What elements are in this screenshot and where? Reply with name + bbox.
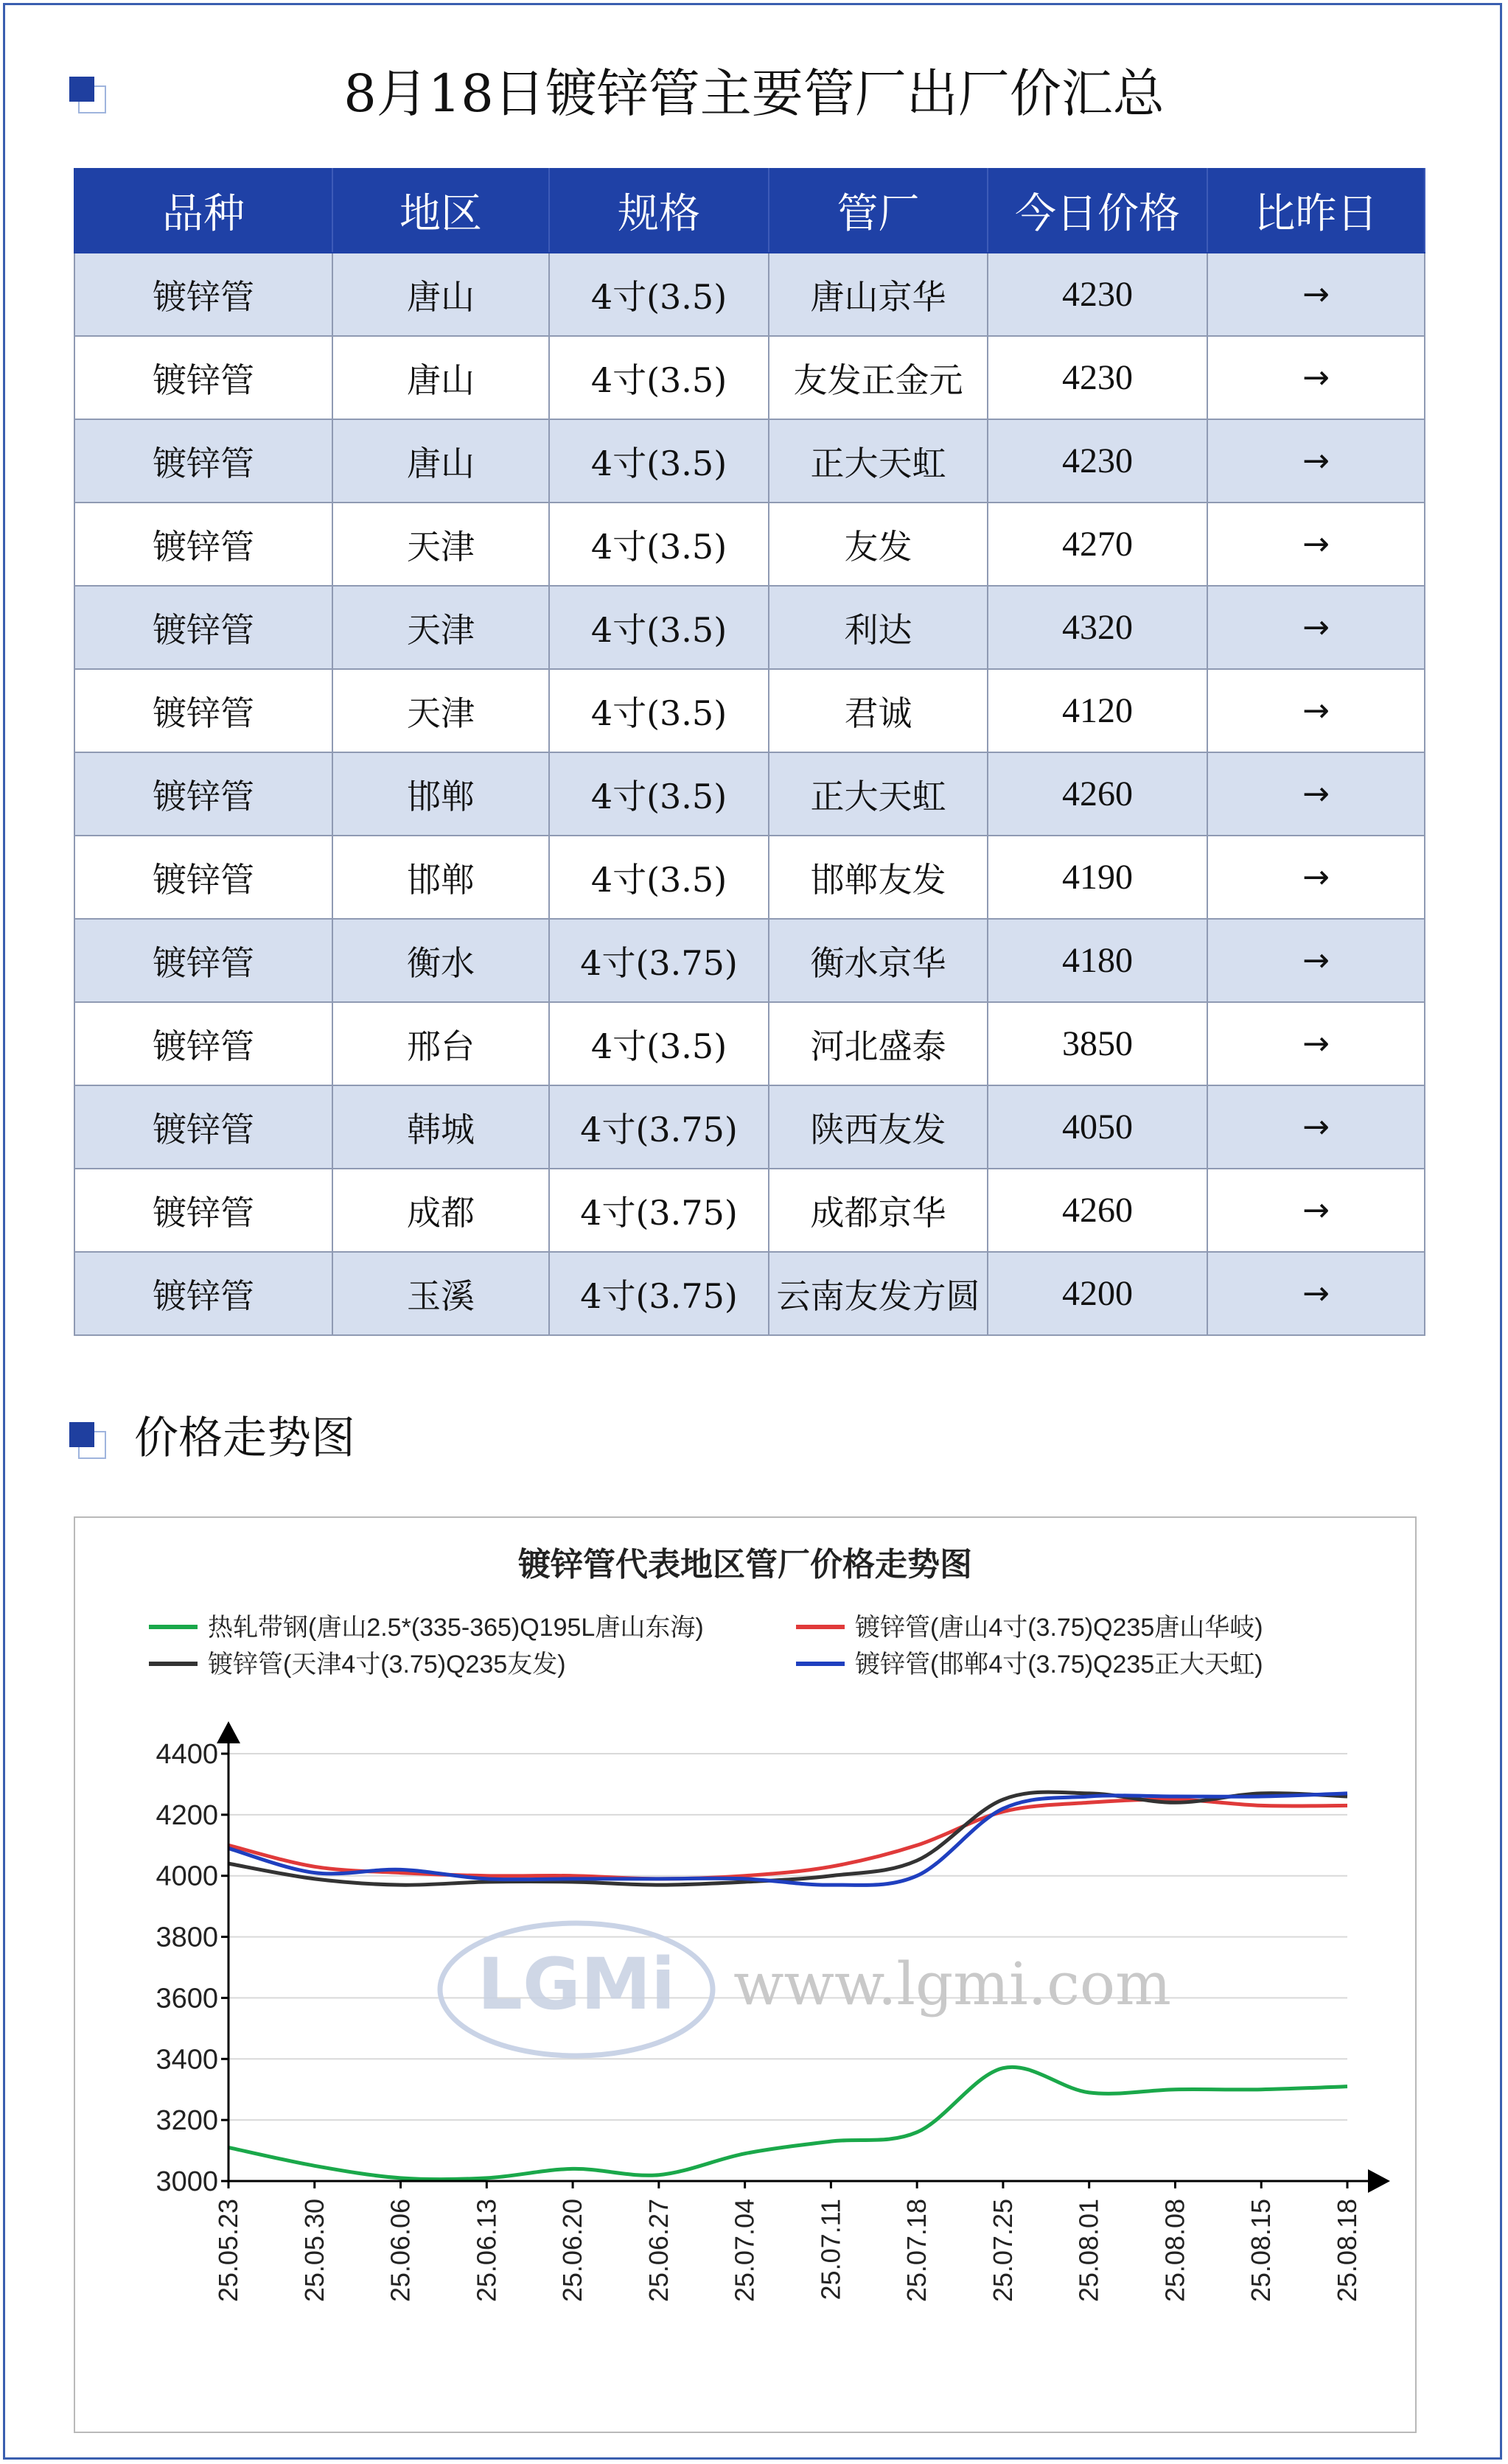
table-row bbox=[74, 336, 1425, 419]
table-row bbox=[74, 752, 1425, 836]
cell-change: → bbox=[1207, 752, 1425, 836]
legend-label: 热轧带钢(唐山2.5*(335-365)Q195L唐山东海) bbox=[208, 1614, 704, 1642]
table-row bbox=[74, 669, 1425, 752]
cell-price: 4230 bbox=[988, 419, 1207, 503]
price-table bbox=[74, 168, 1425, 1336]
y-tick-label: 3800 bbox=[156, 1922, 218, 1953]
y-tick-label: 3000 bbox=[156, 2166, 218, 2197]
cell-change: → bbox=[1207, 336, 1425, 419]
cell-mill: 君诚 bbox=[769, 669, 988, 752]
cell-mill: 河北盛泰 bbox=[769, 1002, 988, 1085]
table-row bbox=[74, 1002, 1425, 1085]
cell-price: 4200 bbox=[988, 1252, 1207, 1335]
x-tick-label: 25.07.04 bbox=[729, 2199, 760, 2303]
cell-mill: 友发正金元 bbox=[769, 336, 988, 419]
cell-mill: 友发 bbox=[769, 503, 988, 586]
cell-spec: 4寸(3.5) bbox=[549, 503, 769, 586]
cell-variety: 镀锌管 bbox=[74, 1252, 332, 1335]
header-change: 比昨日 bbox=[1207, 169, 1425, 253]
cell-change: → bbox=[1207, 919, 1425, 1002]
cell-mill: 正大天虹 bbox=[769, 419, 988, 503]
cell-variety: 镀锌管 bbox=[74, 253, 332, 336]
header-region: 地区 bbox=[332, 169, 549, 253]
legend-label: 镀锌管(天津4寸(3.75)Q235友发) bbox=[208, 1651, 566, 1679]
cell-region: 天津 bbox=[332, 503, 549, 586]
cell-variety: 镀锌管 bbox=[74, 669, 332, 752]
chart-title: 镀锌管代表地区管厂价格走势图 bbox=[518, 1546, 972, 1583]
cell-change: → bbox=[1207, 586, 1425, 669]
x-tick-label: 25.06.13 bbox=[471, 2199, 502, 2303]
watermark-url: www.lgmi.com bbox=[733, 1950, 1171, 2018]
x-tick-label: 25.08.08 bbox=[1159, 2199, 1190, 2303]
cell-price: 4190 bbox=[988, 836, 1207, 919]
y-tick-label: 4200 bbox=[156, 1799, 218, 1831]
x-tick-label: 25.05.23 bbox=[213, 2199, 243, 2303]
series-line-0 bbox=[228, 2067, 1347, 2179]
header-price: 今日价格 bbox=[988, 169, 1207, 253]
y-tick-label: 4000 bbox=[156, 1861, 218, 1892]
cell-spec: 4寸(3.75) bbox=[549, 1169, 769, 1252]
table-row bbox=[74, 836, 1425, 919]
price-trend-chart bbox=[75, 1518, 1415, 2432]
cell-region: 邯郸 bbox=[332, 752, 549, 836]
y-tick-label: 3600 bbox=[156, 1983, 218, 2015]
cell-mill: 云南友发方圆 bbox=[769, 1252, 988, 1335]
cell-change: → bbox=[1207, 253, 1425, 336]
header-spec: 规格 bbox=[549, 169, 769, 253]
cell-price: 4050 bbox=[988, 1085, 1207, 1169]
cell-region: 玉溪 bbox=[332, 1252, 549, 1335]
cell-mill: 邯郸友发 bbox=[769, 836, 988, 919]
legend-label: 镀锌管(唐山4寸(3.75)Q235唐山华岐) bbox=[855, 1614, 1263, 1642]
cell-price: 4260 bbox=[988, 1169, 1207, 1252]
x-tick-label: 25.08.01 bbox=[1073, 2199, 1104, 2303]
cell-region: 唐山 bbox=[332, 253, 549, 336]
table-row bbox=[74, 253, 1425, 336]
cell-price: 4230 bbox=[988, 336, 1207, 419]
cell-spec: 4寸(3.5) bbox=[549, 336, 769, 419]
table-row bbox=[74, 586, 1425, 669]
cell-change: → bbox=[1207, 669, 1425, 752]
x-tick-label: 25.06.06 bbox=[385, 2199, 416, 2303]
y-tick-label: 3200 bbox=[156, 2105, 218, 2137]
cell-variety: 镀锌管 bbox=[74, 586, 332, 669]
x-tick-label: 25.07.11 bbox=[815, 2199, 846, 2300]
cell-mill: 陕西友发 bbox=[769, 1085, 988, 1169]
cell-mill: 衡水京华 bbox=[769, 919, 988, 1002]
cell-region: 韩城 bbox=[332, 1085, 549, 1169]
table-header-row bbox=[74, 169, 1425, 253]
cell-spec: 4寸(3.5) bbox=[549, 836, 769, 919]
cell-variety: 镀锌管 bbox=[74, 836, 332, 919]
watermark-logo: LGMi bbox=[477, 1943, 676, 2026]
y-tick-label: 3400 bbox=[156, 2044, 218, 2076]
x-tick-label: 25.07.25 bbox=[987, 2199, 1018, 2303]
y-tick-label: 4400 bbox=[156, 1739, 218, 1770]
section-square-icon bbox=[69, 1422, 102, 1455]
cell-spec: 4寸(3.5) bbox=[549, 669, 769, 752]
cell-change: → bbox=[1207, 419, 1425, 503]
cell-region: 邢台 bbox=[332, 1002, 549, 1085]
cell-region: 天津 bbox=[332, 586, 549, 669]
cell-region: 天津 bbox=[332, 669, 549, 752]
cell-variety: 镀锌管 bbox=[74, 336, 332, 419]
cell-spec: 4寸(3.5) bbox=[549, 586, 769, 669]
cell-change: → bbox=[1207, 1002, 1425, 1085]
table-row bbox=[74, 503, 1425, 586]
x-tick-label: 25.08.15 bbox=[1246, 2199, 1277, 2303]
cell-spec: 4寸(3.75) bbox=[549, 1252, 769, 1335]
cell-price: 4230 bbox=[988, 253, 1207, 336]
table-row bbox=[74, 419, 1425, 503]
cell-price: 4120 bbox=[988, 669, 1207, 752]
cell-price: 4180 bbox=[988, 919, 1207, 1002]
chart-panel bbox=[74, 1516, 1417, 2433]
x-tick-label: 25.06.27 bbox=[643, 2199, 674, 2303]
cell-change: → bbox=[1207, 1169, 1425, 1252]
cell-region: 唐山 bbox=[332, 336, 549, 419]
cell-price: 4320 bbox=[988, 586, 1207, 669]
table-row bbox=[74, 1169, 1425, 1252]
cell-spec: 4寸(3.5) bbox=[549, 752, 769, 836]
cell-change: → bbox=[1207, 503, 1425, 586]
header-mill: 管厂 bbox=[769, 169, 988, 253]
cell-region: 衡水 bbox=[332, 919, 549, 1002]
cell-variety: 镀锌管 bbox=[74, 1169, 332, 1252]
cell-mill: 成都京华 bbox=[769, 1169, 988, 1252]
x-axis-arrow bbox=[1368, 2169, 1390, 2193]
cell-variety: 镀锌管 bbox=[74, 919, 332, 1002]
cell-variety: 镀锌管 bbox=[74, 1085, 332, 1169]
cell-variety: 镀锌管 bbox=[74, 503, 332, 586]
cell-spec: 4寸(3.5) bbox=[549, 253, 769, 336]
cell-price: 3850 bbox=[988, 1002, 1207, 1085]
cell-change: → bbox=[1207, 836, 1425, 919]
cell-spec: 4寸(3.5) bbox=[549, 419, 769, 503]
legend-label: 镀锌管(邯郸4寸(3.75)Q235正大天虹) bbox=[855, 1651, 1263, 1679]
cell-variety: 镀锌管 bbox=[74, 419, 332, 503]
cell-variety: 镀锌管 bbox=[74, 752, 332, 836]
cell-price: 4260 bbox=[988, 752, 1207, 836]
cell-region: 唐山 bbox=[332, 419, 549, 503]
x-tick-label: 25.06.20 bbox=[557, 2199, 588, 2303]
cell-mill: 唐山京华 bbox=[769, 253, 988, 336]
section-title: 价格走势图 bbox=[134, 1413, 355, 1464]
cell-change: → bbox=[1207, 1085, 1425, 1169]
header-variety: 品种 bbox=[74, 169, 332, 253]
x-tick-label: 25.08.18 bbox=[1332, 2199, 1362, 2303]
series-line-1 bbox=[228, 1799, 1347, 1879]
cell-price: 4270 bbox=[988, 503, 1207, 586]
x-tick-label: 25.05.30 bbox=[299, 2199, 329, 2303]
cell-mill: 利达 bbox=[769, 586, 988, 669]
page-title: 8月18日镀锌管主要管厂出厂价汇总 bbox=[343, 63, 1165, 124]
table-row bbox=[74, 1252, 1425, 1335]
table-row bbox=[74, 1085, 1425, 1169]
x-tick-label: 25.07.18 bbox=[901, 2199, 932, 2303]
cell-change: → bbox=[1207, 1252, 1425, 1335]
table-row bbox=[74, 919, 1425, 1002]
cell-region: 成都 bbox=[332, 1169, 549, 1252]
y-axis-arrow bbox=[217, 1721, 240, 1743]
cell-mill: 正大天虹 bbox=[769, 752, 988, 836]
cell-spec: 4寸(3.5) bbox=[549, 1002, 769, 1085]
cell-spec: 4寸(3.75) bbox=[549, 919, 769, 1002]
cell-region: 邯郸 bbox=[332, 836, 549, 919]
cell-variety: 镀锌管 bbox=[74, 1002, 332, 1085]
cell-spec: 4寸(3.75) bbox=[549, 1085, 769, 1169]
